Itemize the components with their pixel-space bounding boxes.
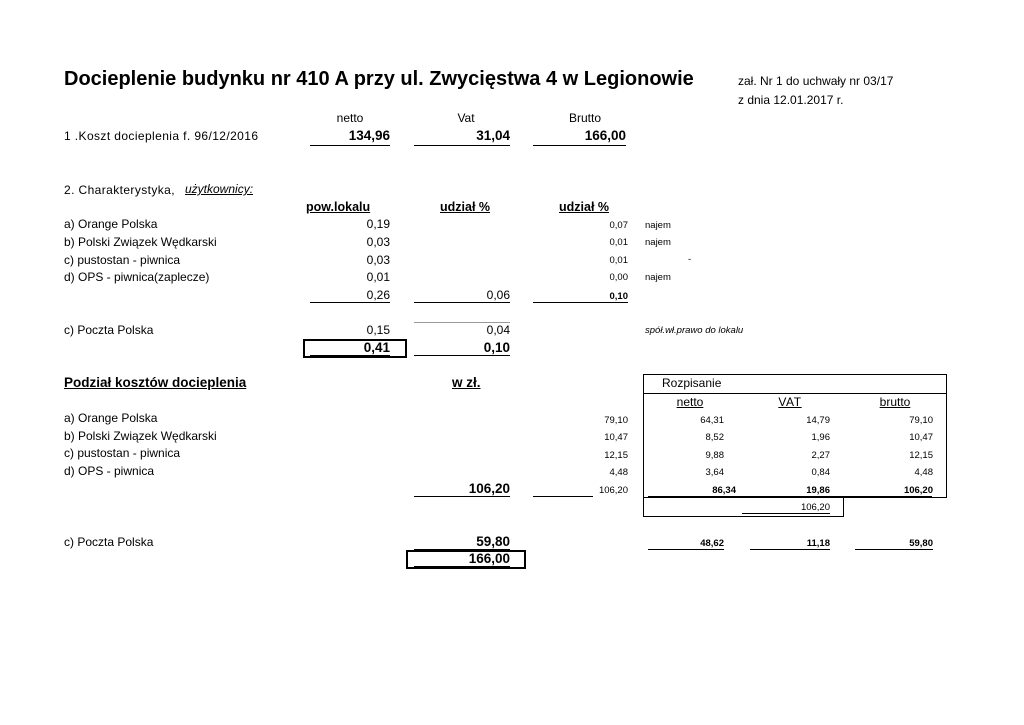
split-row-name: b) Polski Związek Wędkarski xyxy=(64,429,217,443)
poczta-note: spół.wł.prawo do lokalu xyxy=(645,325,744,336)
total-area: 0,41 xyxy=(363,340,390,355)
char-row-area: 0,01 xyxy=(366,270,390,284)
split-poczta-netto: 48,62 xyxy=(700,538,724,549)
breakdown-title: Rozpisanie xyxy=(662,376,722,390)
breakdown-col-brutto: brutto xyxy=(879,395,911,409)
split-row-vat: 2,27 xyxy=(811,450,830,461)
cost-vat: 31,04 xyxy=(476,128,510,143)
char-row-share: 0,00 xyxy=(609,272,628,283)
divider xyxy=(533,302,628,303)
cost-brutto: 166,00 xyxy=(584,128,626,143)
divider xyxy=(310,302,390,303)
split-row-brutto: 79,10 xyxy=(909,415,933,426)
split-subtotal-brutto: 106,20 xyxy=(903,485,933,496)
breakdown-col-vat: VAT xyxy=(778,395,802,409)
split-row-netto: 8,52 xyxy=(705,432,724,443)
subtotal-share2: 0,10 xyxy=(609,291,628,302)
split-row-brutto: 10,47 xyxy=(909,432,933,443)
divider xyxy=(414,566,510,567)
split-row-netto: 64,31 xyxy=(700,415,724,426)
char-row-note: najem xyxy=(645,220,671,231)
split-col-pln: w zł. xyxy=(452,375,481,390)
page-title: Docieplenie budynku nr 410 A przy ul. Zwycięstwa 4 w Legionowie xyxy=(64,68,694,90)
cost-col-netto: netto xyxy=(336,111,364,125)
attachment-note: zał. Nr 1 do uchwały nr 03/17 xyxy=(738,74,894,88)
subtotal-share1: 0,06 xyxy=(486,288,510,302)
split-subtotal-pln: 106,20 xyxy=(468,481,510,496)
char-row-area: 0,03 xyxy=(366,235,390,249)
resolution-date: z dnia 12.01.2017 r. xyxy=(738,93,844,107)
split-row-brutto: 12,15 xyxy=(909,450,933,461)
col-share2: udział % xyxy=(559,200,610,214)
divider xyxy=(310,145,390,146)
char-row-note: najem xyxy=(645,237,671,248)
split-title: Podział kosztów docieplenia xyxy=(64,375,247,390)
split-row-netto: 3,64 xyxy=(705,467,724,478)
split-row-netto: 9,88 xyxy=(705,450,724,461)
characteristics-label: 2. Charakterystyka, xyxy=(64,183,175,197)
divider xyxy=(855,549,933,550)
split-row-amount: 4,48 xyxy=(609,467,628,478)
char-row-share: 0,01 xyxy=(609,237,628,248)
users-label: użytkownicy: xyxy=(185,182,254,196)
cost-netto: 134,96 xyxy=(348,128,390,143)
total-share: 0,10 xyxy=(483,340,510,355)
col-share1: udział % xyxy=(440,200,491,214)
char-row-name: b) Polski Związek Wędkarski xyxy=(64,235,217,249)
divider xyxy=(533,496,593,497)
split-poczta-brutto: 59,80 xyxy=(909,538,933,549)
split-row-vat: 1,96 xyxy=(811,432,830,443)
split-subtotal-netto: 86,34 xyxy=(712,485,736,496)
col-area: pow.lokalu xyxy=(306,200,371,214)
subtotal-area: 0,26 xyxy=(366,288,390,302)
check-value: 106,20 xyxy=(800,502,830,513)
divider xyxy=(310,355,390,356)
split-subtotal-amount: 106,20 xyxy=(598,485,628,496)
split-poczta-pln: 59,80 xyxy=(476,534,510,549)
split-row-vat: 0,84 xyxy=(811,467,830,478)
char-row-area: 0,03 xyxy=(366,253,390,267)
char-row-share: 0,07 xyxy=(609,220,628,231)
char-row-share: 0,01 xyxy=(609,255,628,266)
split-row-amount: 12,15 xyxy=(604,450,628,461)
split-row-name: a) Orange Polska xyxy=(64,411,158,425)
split-row-name: c) pustostan - piwnica xyxy=(64,446,181,460)
split-row-vat: 14,79 xyxy=(806,415,830,426)
char-row-area: 0,19 xyxy=(366,217,390,231)
split-row-amount: 10,47 xyxy=(604,432,628,443)
divider xyxy=(414,355,510,356)
poczta-name: c) Poczta Polska xyxy=(64,323,154,337)
breakdown-col-netto: netto xyxy=(676,395,704,409)
divider xyxy=(414,145,510,146)
split-row-amount: 79,10 xyxy=(604,415,628,426)
poczta-area: 0,15 xyxy=(366,323,390,337)
poczta-share: 0,04 xyxy=(486,323,510,337)
divider xyxy=(648,549,724,550)
cost-col-vat: Vat xyxy=(457,111,475,125)
split-poczta-name: c) Poczta Polska xyxy=(64,535,154,549)
grand-total: 166,00 xyxy=(468,551,510,566)
char-row-note: najem xyxy=(645,272,671,283)
char-row-name: d) OPS - piwnica(zaplecze) xyxy=(64,270,210,284)
char-row-note: - xyxy=(688,254,692,265)
split-subtotal-vat: 19,86 xyxy=(806,485,830,496)
divider xyxy=(742,513,830,514)
char-row-name: c) pustostan - piwnica xyxy=(64,253,181,267)
divider xyxy=(643,393,947,394)
split-row-brutto: 4,48 xyxy=(914,467,933,478)
cost-label: 1 .Koszt docieplenia f. 96/12/2016 xyxy=(64,129,259,143)
split-poczta-vat: 11,18 xyxy=(806,538,830,549)
split-row-name: d) OPS - piwnica xyxy=(64,464,155,478)
divider xyxy=(533,145,626,146)
divider xyxy=(414,496,510,497)
divider xyxy=(414,302,510,303)
divider xyxy=(750,549,830,550)
cost-col-brutto: Brutto xyxy=(568,111,601,125)
char-row-name: a) Orange Polska xyxy=(64,217,158,231)
